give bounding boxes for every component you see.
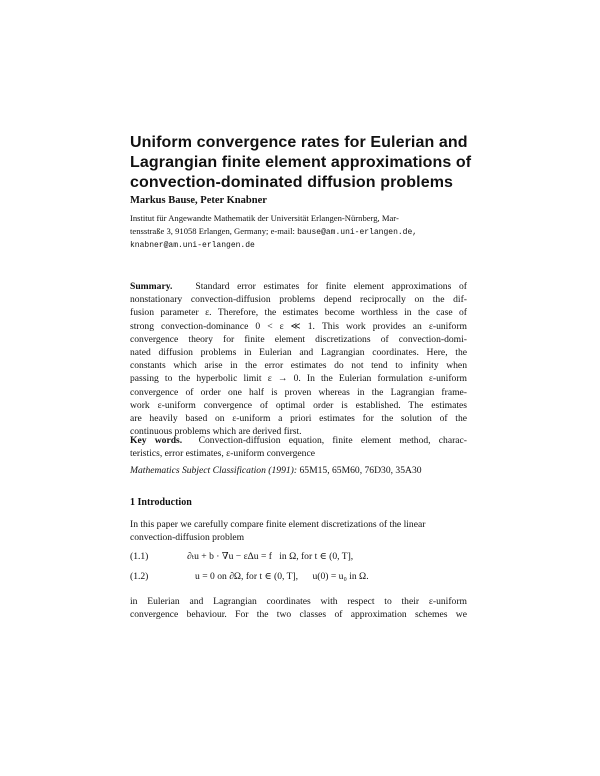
summary-label: Summary. — [130, 281, 173, 292]
keywords-label: Key words. — [130, 435, 183, 446]
paper-title — [130, 133, 490, 193]
section-heading: 1 Introduction — [130, 497, 192, 508]
equation-number: (1.2) — [130, 571, 149, 582]
equation-1-1 — [130, 551, 467, 565]
abstract-line: nonstationary convection-diffusion problems depend reciprocally on the dif- — [130, 294, 467, 306]
abstract-line: are heavily based on ε-uniform a priori estimates for the solution of the — [130, 413, 467, 425]
msc-codes: 65M15, 65M60, 76D30, 35A30 — [299, 465, 422, 476]
equation-body: ∂ₜu + b · ∇u − εΔu = f in Ω, for t ∈ (0, T], — [187, 551, 354, 562]
abstract-line: nated diffusion problems in Eulerian and Lagrangian coordinates. Here, the — [130, 347, 467, 359]
paragraph-line: in Eulerian and Lagrangian coordinates with respect to their ε-uniform — [130, 596, 467, 607]
subject-classification — [130, 464, 467, 477]
continuation-paragraph — [130, 595, 467, 621]
title-line: convection-dominated diffusion problems — [130, 174, 454, 191]
paragraph-line: convergence behaviour. For the two classes of approximation schemes we — [130, 609, 467, 621]
title-line: Lagrangian finite element approximations of — [130, 154, 472, 171]
abstract-line: convergence of order one half is proven whereas in the Lagrangian frame- — [130, 386, 467, 398]
intro-paragraph — [130, 518, 467, 544]
email-link[interactable]: bause@am.uni-erlangen.de, — [297, 228, 418, 237]
abstract-line: constants which arise in the error estimates do not tend to infinity when — [130, 360, 467, 372]
paragraph-line: In this paper we carefully compare finite element discretizations of the linear — [130, 519, 426, 530]
abstract-line: continuous problems which are derived first. — [130, 426, 302, 438]
keywords — [130, 434, 467, 460]
affiliation-line: Institut für Angewandte Mathematik der Universität Erlangen-Nürnberg, Mar- — [130, 213, 399, 223]
keywords-line: Key words. Convection-diffusion equation, finite element method, charac- — [130, 435, 467, 446]
keywords-line: teristics, error estimates, ε-uniform convergence — [130, 448, 315, 460]
affiliation-line — [130, 225, 475, 239]
equation-body: u = 0 on ∂Ω, for t ∈ (0, T], u(0) = u₀ in Ω. — [195, 571, 369, 582]
email-link[interactable]: knabner@am.uni-erlangen.de — [130, 241, 255, 250]
abstract-line: Summary. Standard error estimates for finite element approximations of — [130, 281, 467, 292]
abstract-line: convergence theory for finite element discretizations of convection-domi- — [130, 333, 467, 345]
equation-1-2 — [130, 571, 467, 585]
affiliation-text: tensstraße 3, 91058 Erlangen, Germany; e-mail: — [130, 226, 298, 236]
abstract-line: strong convection-dominance 0 < ε ≪ 1. This work provides an ε-uniform — [130, 320, 467, 332]
abstract — [130, 280, 467, 438]
msc-label: Mathematics Subject Classification (1991): — [130, 465, 298, 476]
title-line: Uniform convergence rates for Eulerian and — [130, 134, 468, 151]
equation-number: (1.1) — [130, 551, 149, 562]
abstract-line: fusion parameter ε. Therefore, the estimates become worthless in the case of — [130, 307, 467, 319]
paragraph-line: convection-diffusion problem — [130, 532, 245, 544]
authors: Markus Bause, Peter Knabner — [130, 195, 267, 206]
abstract-line: passing to the hyperbolic limit ε → 0. In the Eulerian formulation ε-uniform — [130, 373, 467, 385]
affiliation — [130, 212, 475, 252]
abstract-line: work ε-uniform convergence of optimal order is established. The estimates — [130, 399, 467, 411]
